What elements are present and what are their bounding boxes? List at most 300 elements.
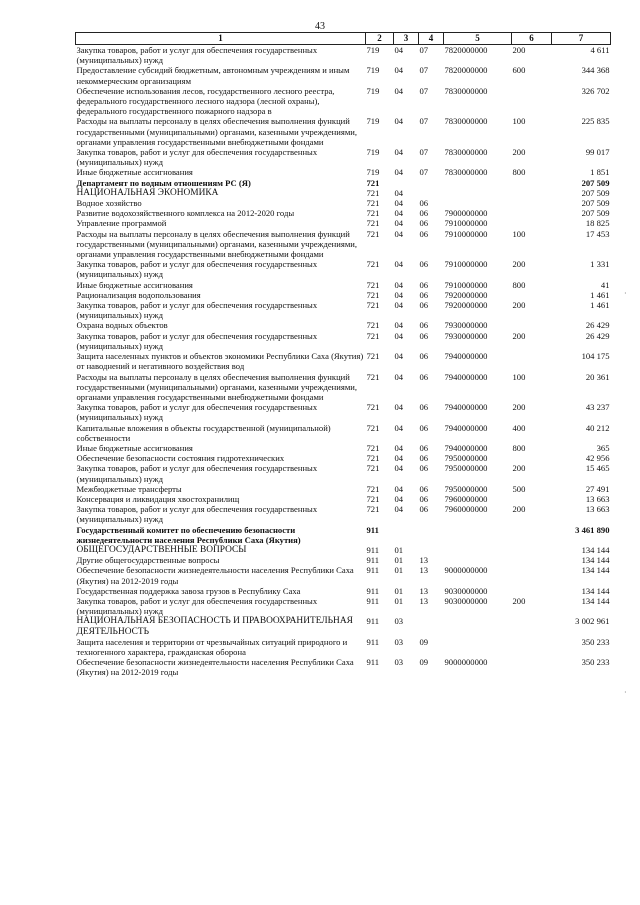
row-sum-cell: 207 509	[581, 208, 610, 219]
row-subsection-cell	[419, 545, 444, 555]
row-subsection-cell: 07	[419, 85, 429, 96]
row-expense-type-cell: 200	[512, 504, 526, 515]
row-subsection-cell: 06	[419, 198, 429, 209]
row-name-cell: Обеспечение безопасности жизнедеятельности населения Республики Саха (Якутия) на 2012-2019 годы	[76, 565, 354, 586]
row-name-cell: Иные бюджетные ассигнования	[76, 279, 193, 290]
row-ved-cell: 721	[366, 320, 380, 331]
row-sum-cell: 4 611	[590, 45, 610, 55]
row-target-article-cell: 9030000000	[444, 585, 488, 596]
row-ved-cell: 721	[366, 483, 380, 494]
row-subsection-cell: 06	[419, 402, 429, 413]
row-section-cell: 04	[394, 300, 404, 311]
row-ved-cell: 721	[366, 422, 380, 433]
row-target-article-cell: 7940000000	[444, 371, 488, 382]
row-name-cell: Обеспечение безопасности жизнедеятельности населения Республики Саха (Якутия) на 2012-2019 годы	[76, 657, 354, 678]
row-target-article-cell	[444, 637, 512, 657]
table-row	[76, 198, 611, 208]
row-name-cell: Иные бюджетные ассигнования	[76, 442, 193, 453]
row-ved-cell: 721	[366, 442, 380, 453]
table-row	[76, 565, 611, 585]
row-name-cell: Закупка товаров, работ и услуг для обеспечения государственных (муниципальных) нужд	[76, 402, 318, 423]
row-subsection-cell: 06	[419, 442, 429, 453]
row-ved-cell: 721	[366, 177, 380, 188]
row-section-cell: 04	[394, 320, 404, 331]
row-subsection-cell: 07	[419, 65, 429, 76]
row-target-article-cell: 7940000000	[444, 422, 488, 433]
table-row	[76, 188, 611, 198]
row-name-cell: Закупка товаров, работ и услуг для обеспечения государственных (муниципальных) нужд	[76, 595, 318, 617]
column-header: 5	[444, 33, 512, 45]
row-section-cell: 04	[394, 453, 404, 464]
row-subsection-cell: 07	[419, 45, 429, 55]
row-ved-cell: 911	[366, 636, 380, 647]
row-sum-cell: 42 956	[585, 453, 610, 464]
row-sum-cell: 207 509	[581, 198, 610, 209]
row-sum-cell: 134 144	[581, 544, 610, 555]
table-row	[76, 637, 611, 657]
row-ved-cell: 721	[366, 198, 380, 209]
row-name-cell: Закупка товаров, работ и услуг для обеспечения государственных (муниципальных) нужд	[76, 300, 318, 321]
table-row	[76, 545, 611, 555]
row-section-cell: 04	[394, 259, 404, 270]
table-row	[76, 423, 611, 443]
row-name-cell: Консервация и ликвидация хвостохранилищ	[76, 493, 240, 504]
row-target-article-cell: 9000000000	[444, 657, 488, 668]
row-expense-type-cell	[512, 351, 552, 371]
row-target-article-cell: 7830000000	[444, 147, 488, 158]
row-section-cell: 01	[394, 544, 404, 555]
row-expense-type-cell	[512, 188, 552, 198]
row-ved-cell: 911	[366, 524, 379, 535]
row-expense-type-cell: 800	[512, 167, 526, 178]
row-target-article-cell	[444, 178, 512, 188]
budget-table	[75, 32, 611, 678]
row-name-cell: Закупка товаров, работ и услуг для обеспечения государственных (муниципальных) нужд	[76, 45, 318, 66]
row-expense-type-cell: 800	[512, 442, 526, 453]
row-section-cell: 03	[394, 657, 404, 668]
row-target-article-cell: 7920000000	[444, 289, 488, 300]
row-subsection-cell: 06	[419, 483, 429, 494]
row-ved-cell: 719	[366, 116, 380, 127]
row-sum-cell: 3 002 961	[575, 616, 610, 627]
table-row	[76, 320, 611, 330]
row-sum-cell: 350 233	[581, 636, 610, 647]
row-target-article-cell: 7910000000	[444, 259, 488, 270]
row-target-article-cell: 7830000000	[444, 116, 488, 127]
row-sum-cell: 134 144	[581, 595, 610, 606]
row-expense-type-cell: 200	[512, 330, 526, 341]
table-row	[76, 494, 611, 504]
row-sum-cell: 134 144	[581, 555, 610, 566]
row-ved-cell: 721	[366, 289, 380, 300]
row-ved-cell: 721	[366, 259, 380, 270]
row-section-cell: 04	[394, 218, 404, 229]
table-row	[76, 218, 611, 228]
row-ved-cell: 721	[366, 493, 380, 504]
row-name-cell: НАЦИОНАЛЬНАЯ ЭКОНОМИКА	[76, 187, 219, 198]
row-target-article-cell: 7900000000	[444, 208, 488, 219]
row-sum-cell: 134 144	[581, 565, 610, 576]
row-target-article-cell: 7930000000	[444, 330, 488, 341]
row-name-cell: НАЦИОНАЛЬНАЯ БЕЗОПАСНОСТЬ И ПРАВООХРАНИТЕЛЬНАЯ ДЕЯТЕЛЬНОСТЬ	[76, 616, 353, 637]
row-sum-cell: 13 663	[585, 493, 610, 504]
table-row	[76, 525, 611, 545]
page-number: 43	[315, 21, 325, 32]
row-subsection-cell: 06	[419, 320, 429, 331]
row-section-cell	[394, 525, 419, 545]
row-name-cell: Государственная поддержка завоза грузов в Республику Саха	[76, 585, 301, 596]
row-expense-type-cell	[512, 545, 552, 555]
row-subsection-cell: 07	[419, 116, 429, 127]
row-expense-type-cell	[512, 320, 552, 330]
row-section-cell: 04	[394, 442, 404, 453]
row-sum-cell: 326 702	[581, 85, 610, 96]
row-sum-cell: 225 835	[581, 116, 610, 127]
row-name-cell: Рационализация водопользования	[76, 289, 201, 300]
row-target-article-cell	[444, 616, 512, 636]
row-ved-cell: 721	[366, 187, 380, 198]
row-section-cell: 04	[394, 116, 404, 127]
row-expense-type-cell: 100	[512, 116, 526, 127]
row-expense-type-cell: 200	[512, 402, 526, 413]
row-section-cell: 04	[394, 402, 404, 413]
row-section-cell: 04	[394, 147, 404, 158]
row-sum-cell: 207 509	[581, 187, 610, 198]
table-row	[76, 280, 611, 290]
row-subsection-cell: 06	[419, 453, 429, 464]
row-sum-cell: 26 429	[585, 330, 610, 341]
row-target-article-cell: 7920000000	[444, 300, 488, 311]
scan-mark: ·	[624, 688, 627, 697]
row-ved-cell: 721	[366, 463, 380, 474]
row-sum-cell: 134 144	[581, 585, 610, 596]
row-ved-cell: 721	[366, 300, 380, 311]
table-row	[76, 657, 611, 677]
row-ved-cell: 911	[366, 595, 380, 606]
table-row	[76, 586, 611, 596]
row-expense-type-cell	[512, 290, 552, 300]
row-section-cell: 04	[394, 208, 404, 219]
row-sum-cell: 15 465	[585, 463, 610, 474]
row-subsection-cell: 06	[419, 504, 429, 515]
row-subsection-cell: 09	[419, 636, 429, 647]
row-name-cell: Департамент по водным отношениям РС (Я)	[76, 177, 251, 188]
table-row	[76, 372, 611, 403]
row-subsection-cell	[419, 188, 444, 198]
row-ved-cell: 911	[366, 565, 380, 576]
row-section-cell: 01	[394, 565, 404, 576]
row-section-cell: 03	[394, 636, 404, 647]
row-ved-cell: 721	[366, 371, 380, 382]
row-name-cell: Предоставление субсидий бюджетным, автономным учреждениям и иным некоммерческим организациям	[76, 65, 350, 86]
row-sum-cell: 1 331	[590, 259, 610, 270]
row-ved-cell: 719	[366, 85, 380, 96]
row-section-cell: 01	[394, 555, 404, 566]
row-name-cell: Защита населения и территории от чрезвычайных ситуаций природного и техногенного характера, гражданская оборона	[76, 636, 348, 657]
row-name-cell: Закупка товаров, работ и услуг для обеспечения государственных (муниципальных) нужд	[76, 259, 318, 280]
row-name-cell: Государственный комитет по обеспечению безопасности жизнедеятельности населения Республики Саха (Якутия)	[76, 524, 301, 545]
row-subsection-cell: 06	[419, 463, 429, 474]
table-row	[76, 45, 611, 66]
row-section-cell: 04	[394, 504, 404, 515]
row-ved-cell: 721	[366, 228, 380, 239]
row-sum-cell: 1 461	[590, 300, 610, 311]
table-row	[76, 86, 611, 117]
row-sum-cell: 13 663	[585, 504, 610, 515]
row-subsection-cell	[419, 178, 444, 188]
row-expense-type-cell: 800	[512, 279, 526, 290]
row-ved-cell: 911	[366, 555, 380, 566]
table-row	[76, 300, 611, 320]
row-ved-cell: 911	[366, 544, 380, 555]
row-section-cell: 04	[394, 228, 404, 239]
row-sum-cell: 365	[596, 442, 610, 453]
row-ved-cell: 719	[366, 167, 380, 178]
row-subsection-cell: 13	[419, 595, 429, 606]
table-row	[76, 504, 611, 524]
row-subsection-cell: 13	[419, 585, 429, 596]
row-name-cell: Закупка товаров, работ и услуг для обеспечения государственных (муниципальных) нужд	[76, 504, 318, 525]
row-target-article-cell: 7820000000	[444, 65, 488, 76]
table-row	[76, 484, 611, 494]
row-target-article-cell	[444, 188, 512, 198]
row-expense-type-cell	[512, 555, 552, 565]
table-row	[76, 443, 611, 453]
row-subsection-cell	[419, 616, 444, 636]
row-subsection-cell: 06	[419, 228, 429, 239]
row-sum-cell: 20 361	[585, 371, 610, 382]
row-ved-cell: 721	[366, 504, 380, 515]
row-section-cell: 01	[394, 585, 404, 596]
row-name-cell: Водное хозяйство	[76, 198, 142, 209]
row-subsection-cell: 06	[419, 300, 429, 311]
row-section-cell: 04	[394, 483, 404, 494]
row-sum-cell: 104 175	[581, 351, 610, 362]
row-expense-type-cell: 200	[512, 259, 526, 270]
row-sum-cell: 17 453	[585, 228, 610, 239]
row-section-cell	[394, 178, 419, 188]
row-expense-type-cell	[512, 586, 552, 596]
row-ved-cell: 721	[366, 351, 380, 362]
row-expense-type-cell: 200	[512, 595, 526, 606]
row-target-article-cell	[444, 545, 512, 555]
column-header: 6	[512, 33, 552, 45]
row-sum-cell: 1 851	[590, 167, 610, 178]
row-name-cell: Расходы на выплаты персоналу в целях обеспечения выполнения функций государственными (муниципальными) органами, казенными учреждениями, органами управления государственными внебюджетными фондами	[76, 228, 358, 260]
row-subsection-cell: 07	[419, 167, 429, 178]
row-section-cell: 04	[394, 493, 404, 504]
row-name-cell: Другие общегосударственные вопросы	[76, 555, 220, 566]
row-target-article-cell: 7950000000	[444, 483, 488, 494]
row-expense-type-cell	[512, 86, 552, 117]
table-row	[76, 167, 611, 177]
row-ved-cell: 721	[366, 330, 380, 341]
row-section-cell: 04	[394, 65, 404, 76]
row-name-cell: Обеспечение использования лесов, государственного лесного реестра, федерального государственного лесного надзора (лесной охраны), федерального государственного пожарного надзора в	[76, 85, 335, 117]
row-expense-type-cell: 400	[512, 422, 526, 433]
row-target-article-cell: 7830000000	[444, 85, 488, 96]
column-header: 7	[552, 33, 611, 45]
row-sum-cell: 26 429	[585, 320, 610, 331]
row-subsection-cell: 07	[419, 147, 429, 158]
row-section-cell: 01	[394, 595, 404, 606]
row-section-cell: 04	[394, 167, 404, 178]
row-subsection-cell: 06	[419, 351, 429, 362]
row-name-cell: Закупка товаров, работ и услуг для обеспечения государственных (муниципальных) нужд	[76, 330, 318, 351]
row-ved-cell: 719	[366, 147, 380, 158]
row-ved-cell: 719	[366, 65, 380, 76]
row-section-cell: 03	[394, 616, 404, 627]
row-subsection-cell: 06	[419, 208, 429, 219]
row-section-cell: 04	[394, 351, 404, 362]
row-subsection-cell: 06	[419, 259, 429, 270]
row-ved-cell: 721	[366, 453, 380, 464]
row-target-article-cell: 7950000000	[444, 453, 488, 464]
row-expense-type-cell: 100	[512, 228, 526, 239]
row-section-cell: 04	[394, 198, 404, 209]
row-expense-type-cell	[512, 453, 552, 463]
row-expense-type-cell: 200	[512, 45, 526, 55]
row-expense-type-cell: 200	[512, 300, 526, 311]
table-row	[76, 178, 611, 188]
row-expense-type-cell	[512, 525, 552, 545]
row-name-cell: Расходы на выплаты персоналу в целях обеспечения выполнения функций государственными (муниципальными) органами, казенными учреждениями, органами управления государственными внебюджетными фондами	[76, 371, 358, 402]
row-name-cell: Капитальные вложения в объекты государственной (муниципальной) собственности	[76, 422, 331, 443]
row-section-cell: 04	[394, 422, 404, 433]
row-sum-cell: 40 212	[585, 422, 610, 433]
row-target-article-cell: 7820000000	[444, 45, 488, 55]
row-subsection-cell: 06	[419, 371, 429, 382]
row-section-cell: 04	[394, 45, 404, 55]
row-name-cell: ОБЩЕГОСУДАРСТВЕННЫЕ ВОПРОСЫ	[76, 544, 247, 555]
table-body	[76, 45, 611, 678]
row-subsection-cell	[419, 525, 444, 545]
row-target-article-cell	[444, 198, 512, 208]
row-expense-type-cell	[512, 198, 552, 208]
table-row	[76, 65, 611, 85]
row-subsection-cell: 06	[419, 279, 429, 290]
row-expense-type-cell: 200	[512, 147, 526, 158]
row-ved-cell: 721	[366, 208, 380, 219]
row-subsection-cell: 06	[419, 330, 429, 341]
row-sum-cell: 18 825	[585, 218, 610, 229]
row-subsection-cell: 06	[419, 493, 429, 504]
row-name-cell: Обеспечение безопасности состояния гидротехнических	[76, 453, 285, 464]
row-name-cell: Охрана водных объектов	[76, 320, 168, 331]
row-target-article-cell: 7960000000	[444, 504, 488, 515]
row-expense-type-cell	[512, 616, 552, 636]
row-subsection-cell: 09	[419, 657, 429, 668]
row-target-article-cell: 7950000000	[444, 463, 488, 474]
row-target-article-cell: 7930000000	[444, 320, 488, 331]
row-section-cell: 04	[394, 187, 404, 198]
row-expense-type-cell	[512, 637, 552, 657]
row-section-cell: 04	[394, 463, 404, 474]
row-target-article-cell: 9000000000	[444, 565, 488, 576]
row-ved-cell: 721	[366, 279, 380, 290]
row-target-article-cell: 7960000000	[444, 493, 488, 504]
row-target-article-cell: 7940000000	[444, 442, 488, 453]
row-name-cell: Развитие водохозяйственного комплекса на 2012-2020 годы	[76, 208, 295, 219]
row-sum-cell: 207 509	[581, 177, 610, 188]
table-row	[76, 402, 611, 422]
row-sum-cell: 350 233	[581, 657, 610, 668]
table-row	[76, 147, 611, 167]
table-row	[76, 259, 611, 279]
row-expense-type-cell	[512, 494, 552, 504]
column-header: 1	[76, 33, 366, 45]
row-sum-cell: 99 017	[585, 147, 610, 158]
row-sum-cell: 344 368	[581, 65, 610, 76]
row-expense-type-cell: 600	[512, 65, 526, 76]
row-section-cell: 04	[394, 289, 404, 300]
row-name-cell: Управление программой	[76, 218, 167, 229]
row-target-article-cell: 7910000000	[444, 228, 488, 239]
table-row	[76, 596, 611, 616]
row-target-article-cell	[444, 525, 512, 545]
row-expense-type-cell	[512, 657, 552, 677]
row-target-article-cell: 9030000000	[444, 595, 488, 606]
table-row	[76, 351, 611, 371]
table-row	[76, 208, 611, 218]
row-expense-type-cell	[512, 178, 552, 188]
row-name-cell: Защита населенных пунктов и объектов экономики Республики Саха (Якутия) от наводнений и негативного воздействия вод	[76, 351, 364, 372]
row-name-cell: Закупка товаров, работ и услуг для обеспечения государственных (муниципальных) нужд	[76, 147, 318, 168]
row-ved-cell: 911	[366, 585, 380, 596]
table-row	[76, 555, 611, 565]
row-sum-cell: 27 491	[585, 483, 610, 494]
row-target-article-cell: 7910000000	[444, 218, 488, 229]
table-row	[76, 453, 611, 463]
row-sum-cell: 41	[600, 279, 610, 290]
row-name-cell: Иные бюджетные ассигнования	[76, 167, 193, 178]
row-subsection-cell: 13	[419, 565, 429, 576]
row-target-article-cell: 7910000000	[444, 279, 488, 290]
row-subsection-cell: 06	[419, 218, 429, 229]
table-row	[76, 331, 611, 351]
row-target-article-cell: 7940000000	[444, 402, 488, 413]
column-header: 4	[419, 33, 444, 45]
row-sum-cell: 43 237	[585, 402, 610, 413]
row-ved-cell: 721	[366, 218, 380, 229]
row-subsection-cell: 06	[419, 422, 429, 433]
row-ved-cell: 911	[366, 616, 380, 627]
row-expense-type-cell	[512, 208, 552, 218]
scan-mark: ·	[624, 289, 627, 298]
row-subsection-cell: 13	[419, 555, 429, 566]
row-section-cell: 04	[394, 85, 404, 96]
row-name-cell: Закупка товаров, работ и услуг для обеспечения государственных (муниципальных) нужд	[76, 463, 318, 484]
row-name-cell: Межбюджетные трансферты	[76, 483, 182, 494]
row-sum-cell: 3 461 890	[575, 524, 610, 535]
row-section-cell: 04	[394, 279, 404, 290]
table-row	[76, 229, 611, 260]
row-expense-type-cell: 500	[512, 483, 526, 494]
row-subsection-cell: 06	[419, 289, 429, 300]
row-target-article-cell: 7940000000	[444, 351, 488, 362]
row-expense-type-cell: 200	[512, 463, 526, 474]
row-ved-cell: 911	[366, 657, 380, 668]
row-target-article-cell	[444, 555, 512, 565]
row-expense-type-cell	[512, 218, 552, 228]
row-ved-cell: 719	[366, 45, 380, 55]
table-row	[76, 290, 611, 300]
row-sum-cell: 1 461	[590, 289, 610, 300]
row-section-cell: 04	[394, 330, 404, 341]
row-expense-type-cell: 100	[512, 371, 526, 382]
row-expense-type-cell	[512, 565, 552, 585]
table-row	[76, 463, 611, 483]
